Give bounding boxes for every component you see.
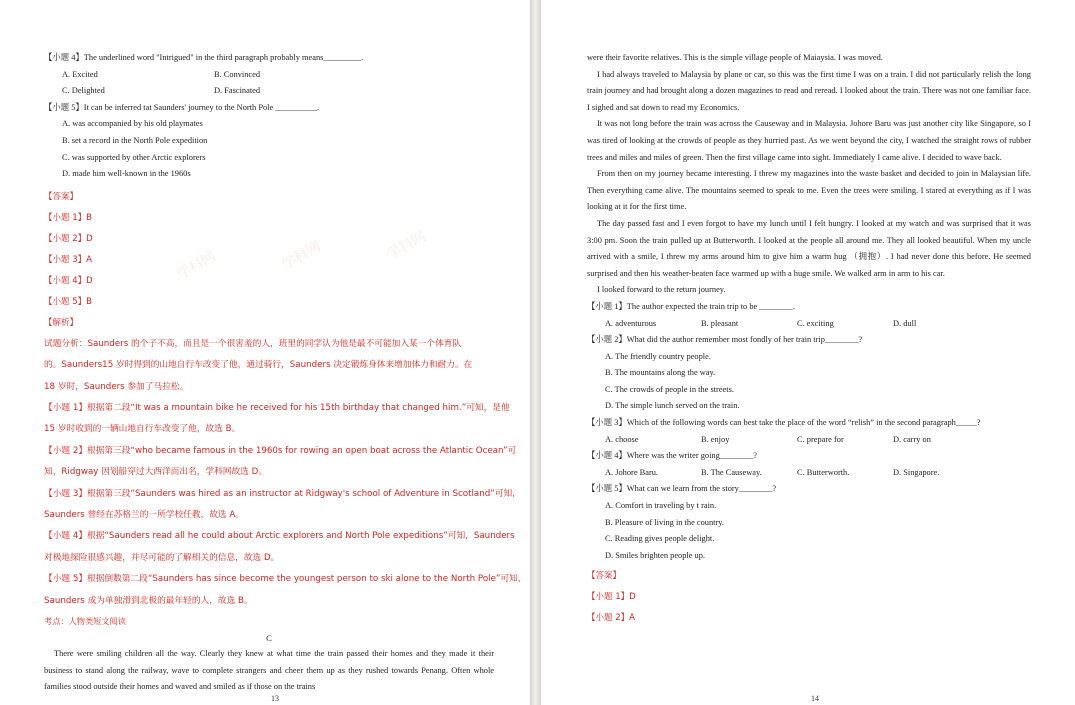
question-option: D. The simple lunch served on the train. [605,401,740,411]
analysis-line: Saunders 成为单独滑到北极的最年轻的人，故选 B。 [44,595,253,606]
answer-heading: 【答案】 [44,191,79,202]
analysis-line: 【小题 1】根据第二段“It was a mountain bike he received for his 15th birthday that changed him.”可知，是他 [44,402,510,413]
question-option: B. enjoy [701,434,730,444]
question-option: C. exciting [797,318,834,328]
analysis-line: 15 岁时收到的一辆山地自行车改变了他，故选 B。 [44,424,241,435]
question-5-option: A. was accompanied by his old playmates [62,119,203,129]
passage-paragraph: It was not long before the train was across the Causeway and in Malaysia. Johore Baru was just another city like Singapore, so I was tired of looking at the crowds of people as they hurried past. As we went beyond the city, I watched the straight rows of rubber trees and miles and miles of green. Then the first village came into sight. Immediately I came alive. I decided to wave back. [587,119,1031,162]
question-options-row [587,432,1031,449]
question-stem: 【小题 5】What can we learn from the story________? [587,484,777,494]
watermark: 学科网 [174,248,219,284]
answer-item-right: 【小题 2】A [587,613,635,624]
question-stem: 【小题 1】The author expected the train trip to be ________. [587,301,795,311]
left-page [0,0,530,705]
analysis-line: 知，Ridgway 因划船穿过大西洋而出名，学科网故选 D。 [44,467,268,478]
right-page-content [587,50,1031,629]
question-4-stem: 【小题 4】The underlined word "Intrigued" in the third paragraph probably means_________. [44,53,364,62]
analysis-line: 【小题 5】根据倒数第二段“Saunders has since become the youngest person to ski alone to the North Pole”可知， [44,574,527,585]
left-page-content [44,50,527,696]
answer-item-right: 【小题 1】D [587,592,636,603]
analysis-line: 【小题 3】根据第三段“Saunders was hired as an instructor at Ridgway's school of Adventure in Scotland”可知， [44,488,521,499]
page-number-right: 14 [811,694,819,703]
passage-paragraph: I had always traveled to Malaysia by plane or car, so this was the first time I was on a train. I did not particularly relish the long train journey and had brought along a dozen magazines to read and reread. I looked about the train. There was not one familiar face. I sighed and sat down to read my Economics. [587,69,1031,112]
analysis-line: 【小题 4】根据“Saunders read all he could about Arctic explorers and North Pole expeditions”可知，Saunders [44,531,515,542]
answer-item: 【小题 3】A [44,254,92,265]
analysis-line: 【小题 2】根据第三段“who became famous in the 1960s for rowing an open boat across the Atlantic Ocean”可 [44,445,517,456]
question-stem: 【小题 3】Which of the following words can best take the place of the word “relish” in the second paragraph_____? [587,418,981,428]
kaodian-note: 考点：人物类短文阅读 [44,616,126,627]
question-option: D. carry on [893,434,931,444]
question-4-option: A. Excited [62,69,98,79]
question-stem: 【小题 4】Where was the writer going________? [587,451,758,461]
answer-item: 【小题 2】D [44,233,93,244]
answer-item: 【小题 5】B [44,296,92,307]
question-option: C. prepare for [797,434,844,444]
watermark: 学科网 [384,228,429,264]
watermark: 学科网 [279,238,324,274]
answer-heading-right: 【答案】 [587,571,622,582]
question-5-option: C. was supported by other Arctic explorers [62,152,206,162]
analysis-line: 18 岁时，Saunders 参加了马拉松。 [44,381,189,392]
section-letter: C [266,633,272,644]
question-5-option: D. made him well-known in the 1960s [62,169,191,179]
passage-paragraph: The day passed fast and I even forgot to have my lunch until I felt hungry. I looked at my watch and was surprised that it was 3:00 pm. Soon the train pulled up at Butterworth. I looked at the people all around me. They all looked beautiful. When my uncle arrived with a smile, I threw my arms around him to give him a warm hug （拥抱）. I had never done this before. He seemed surprised and then his weather-beaten face warmed up with a huge smile. We walked arm in arm to his car. [587,218,1031,278]
analysis-line: 的。Saunders15 岁时得到的山地自行车改变了他，通过骑行，Saunders 决定锻炼身体来增加体力和耐力。在 [44,360,473,371]
question-5-stem: 【小题 5】It can be inferred tat Saunders' journey to the North Pole __________. [44,102,320,112]
question-option: A. adventurous [605,318,657,328]
question-option: A. The friendly country people. [605,351,711,361]
question-4-options-row-1 [44,67,494,84]
question-option: C. Reading gives people delight. [605,534,715,544]
question-4-options-row-2 [44,83,494,100]
question-option: D. Singapore. [893,467,940,477]
question-options-row [587,465,1031,482]
question-stem: 【小题 2】What did the author remember most fondly of her train trip________? [587,335,863,345]
question-4-option: D. Fascinated [214,86,261,96]
question-options-row [587,316,1031,333]
passage-paragraph: were their favorite relatives. This is the simple village people of Maiaysia. I was moved. [587,53,883,62]
analysis-heading: 【解析】 [44,317,79,328]
answer-item: 【小题 1】B [44,212,92,223]
answer-item: 【小题 4】D [44,275,93,286]
question-option: B. The mountains along the way. [605,368,716,378]
question-option: B. The Causeway. [701,467,762,477]
question-5-option: B. set a record in the North Pole expedition [62,135,208,145]
passage-paragraph: I looked forward to the return journey. [597,285,726,295]
question-4-option: C. Delighted [62,86,105,96]
question-option: D. dull [893,318,917,328]
page-gutter [530,0,541,705]
analysis-line: 试题分析：Saunders 的个子不高，而且是一个很害羞的人，班里的同学认为他是最不可能加入某一个体育队 [44,338,462,349]
question-option: C. Butterworth. [797,467,850,477]
right-page [541,0,1075,705]
page-number-left: 13 [271,694,279,703]
analysis-line: Saunders 曾经在苏格兰的一所学校任教，故选 A。 [44,510,244,520]
passage-paragraph: From then on my journey became interesting. I threw my magazines into the waste basket and decided to join in Malaysian life. Then everything came alive. The mountains seemed to speak to me. Even the trees were smiling. I stared at everything as if I was looking at it for the first time. [587,169,1031,212]
question-option: A. Johore Baru. [605,467,659,477]
question-option: C. The crowds of people in the streets. [605,384,734,394]
question-option: B. Pleasure of living in the country. [605,517,725,527]
passage-paragraph: There were smiling children all the way. Clearly they knew at what time the train passed their homes and they made it their business to stand along the railway, wave to complete strangers and cheer them up as they rushed towards Penang. Often whole families stood outside their homes and waved and smiled as if those on the trains [44,649,494,692]
question-option: A. Comfort in traveling by t rain. [605,501,717,511]
question-option: D. Smiles brighten people up. [605,550,706,560]
question-option: B. pleasant [701,318,739,328]
question-4-option: B. Convinced [214,69,261,79]
analysis-line: 对极地探险很感兴趣，并尽可能的了解相关的信息，故选 D。 [44,552,280,563]
question-option: A. choose [605,434,639,444]
